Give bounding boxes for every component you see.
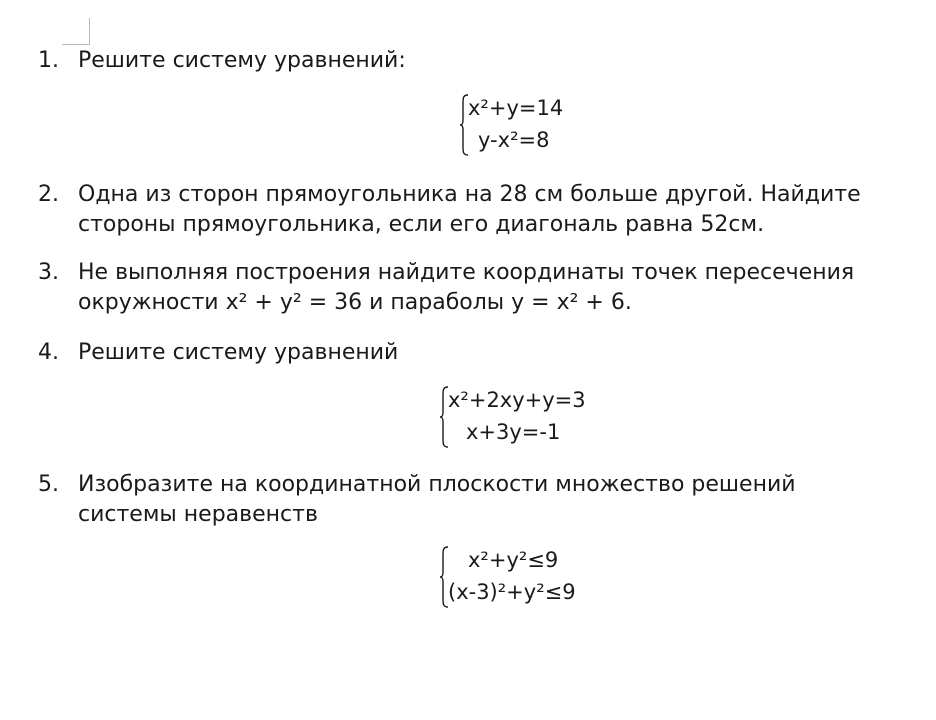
task-5-number: 5. (38, 472, 59, 497)
task-4 (38, 338, 918, 368)
system-5 (448, 544, 576, 608)
task-2 (38, 180, 918, 240)
task-2-line-1: Одна из сторон прямоугольника на 28 см больше другой. Найдите (78, 182, 861, 207)
system-4 (448, 384, 586, 448)
brace-icon (440, 386, 448, 448)
system-4-equation-1: x²+2xy+y=3 (448, 388, 586, 412)
task-5-line-2: системы неравенств (78, 502, 318, 527)
system-5-inequality-2: (x-3)²+y²≤9 (448, 580, 576, 604)
task-3-line-2: окружности x² + y² = 36 и параболы y = x² + 6. (78, 290, 632, 315)
system-4-equation-2: x+3y=-1 (466, 420, 561, 444)
task-1-text: Решите систему уравнений: (78, 48, 406, 73)
system-1-equation-2: y-x²=8 (478, 128, 550, 152)
task-2-number: 2. (38, 182, 59, 207)
task-3-number: 3. (38, 260, 59, 285)
text-boundary-corner-mark (62, 18, 90, 45)
system-1 (468, 92, 563, 156)
task-3 (38, 258, 918, 318)
task-5-line-1: Изобразите на координатной плоскости множество решений (78, 472, 796, 497)
brace-icon (460, 94, 468, 156)
system-5-inequality-1: x²+y²≤9 (468, 548, 559, 572)
task-1 (38, 46, 918, 76)
brace-icon (440, 546, 448, 608)
system-1-equation-1: x²+y=14 (468, 96, 564, 120)
task-4-text: Решите систему уравнений (78, 340, 399, 365)
task-3-line-1: Не выполняя построения найдите координаты точек пересечения (78, 260, 855, 285)
task-2-line-2: стороны прямоугольника, если его диагональ равна 52см. (78, 212, 765, 237)
task-5 (38, 470, 918, 530)
task-4-number: 4. (38, 340, 59, 365)
task-1-number: 1. (38, 48, 59, 73)
